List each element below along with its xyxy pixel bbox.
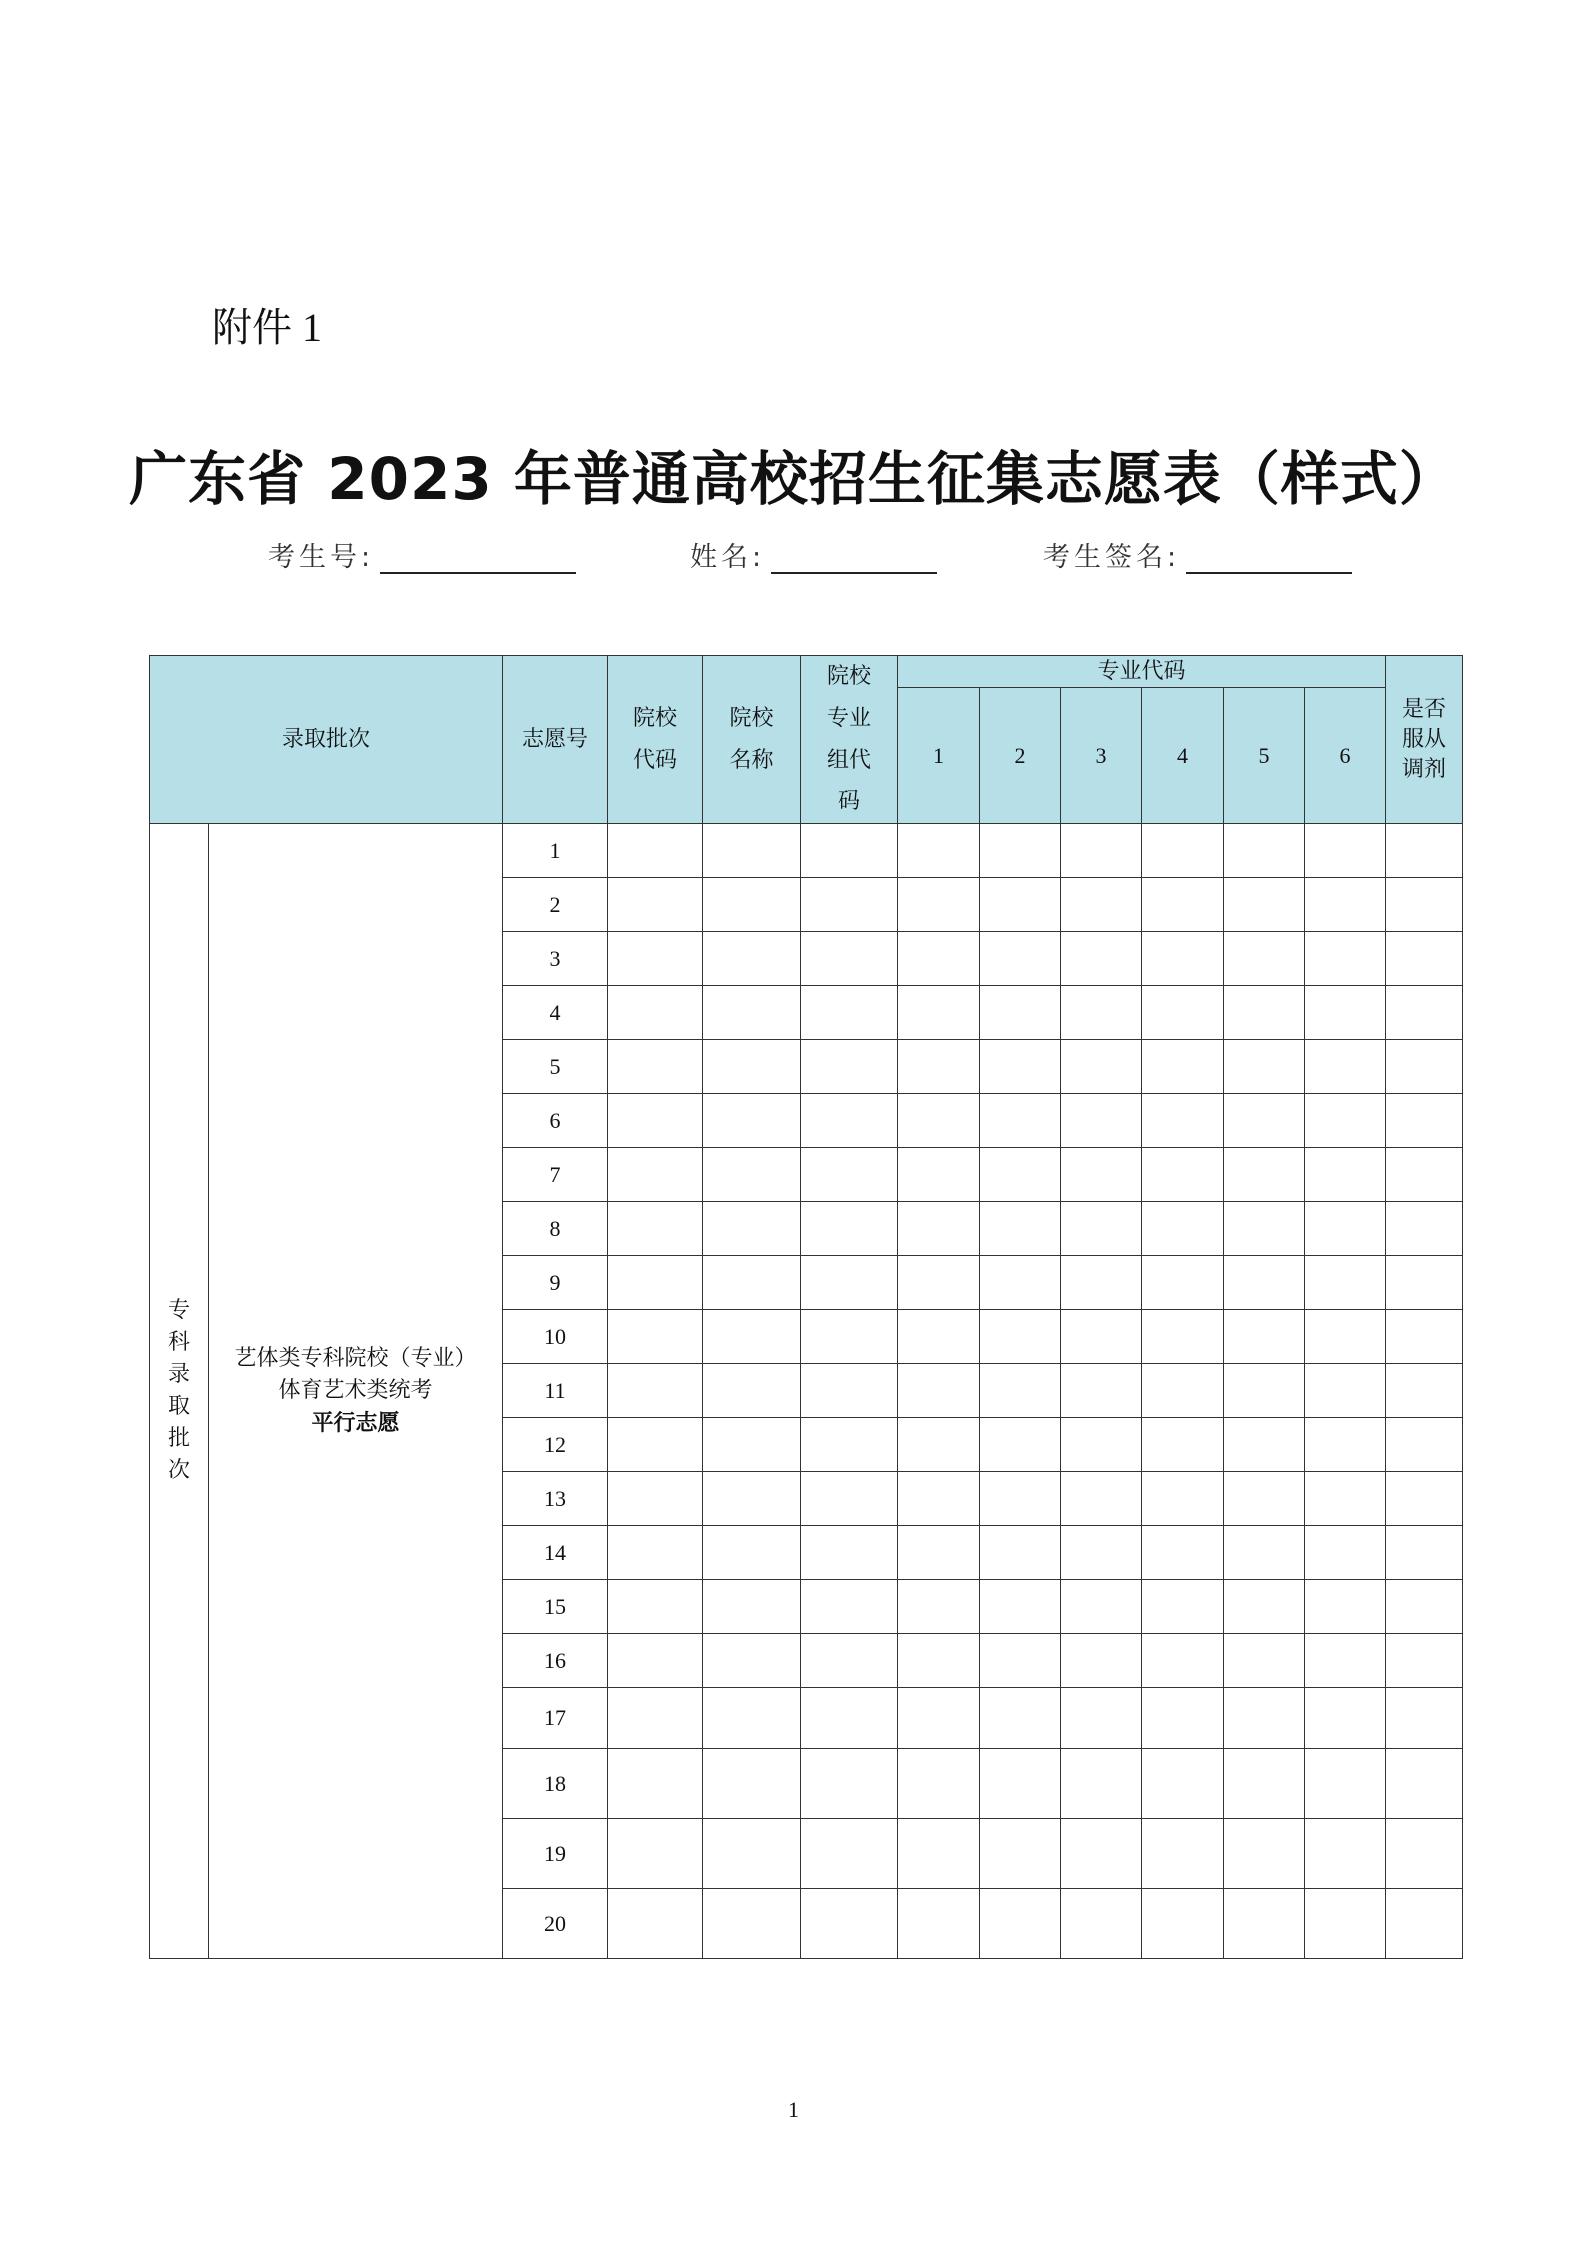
major-code-4-cell[interactable] — [1142, 1580, 1224, 1634]
school-name-cell[interactable] — [703, 986, 801, 1040]
major-code-1-cell[interactable] — [898, 1256, 980, 1310]
header-major-2: 2 — [980, 688, 1061, 824]
school-code-cell[interactable] — [608, 1526, 703, 1580]
wish-number: 10 — [503, 1310, 608, 1364]
major-code-2-cell[interactable] — [980, 1472, 1061, 1526]
group-code-cell[interactable] — [801, 878, 898, 932]
major-code-3-cell[interactable] — [1061, 1364, 1142, 1418]
wish-number: 3 — [503, 932, 608, 986]
header-major-6: 6 — [1305, 688, 1386, 824]
header-group-code-line1: 院校 — [827, 664, 872, 689]
major-code-1-cell[interactable] — [898, 1418, 980, 1472]
major-code-2-cell[interactable] — [980, 1889, 1061, 1959]
adjust-cell[interactable] — [1386, 1472, 1463, 1526]
major-code-1-cell[interactable] — [898, 1040, 980, 1094]
major-code-5-cell[interactable] — [1224, 1364, 1305, 1418]
group-code-cell[interactable] — [801, 1634, 898, 1688]
table-row — [150, 824, 1463, 878]
wish-number: 9 — [503, 1256, 608, 1310]
group-code-cell[interactable] — [801, 986, 898, 1040]
adjust-cell[interactable] — [1386, 1256, 1463, 1310]
major-code-4-cell[interactable] — [1142, 1688, 1224, 1749]
major-code-6-cell[interactable] — [1305, 1148, 1386, 1202]
major-code-2-cell[interactable] — [980, 1202, 1061, 1256]
wish-number: 1 — [503, 824, 608, 878]
major-code-5-cell[interactable] — [1224, 1310, 1305, 1364]
batch-vertical-label — [150, 824, 209, 1959]
adjust-cell[interactable] — [1386, 1364, 1463, 1418]
major-code-5-cell[interactable] — [1224, 1526, 1305, 1580]
wish-number: 4 — [503, 986, 608, 1040]
major-code-1-cell[interactable] — [898, 1688, 980, 1749]
major-code-1-cell[interactable] — [898, 1580, 980, 1634]
major-code-6-cell[interactable] — [1305, 1310, 1386, 1364]
major-code-5-cell[interactable] — [1224, 824, 1305, 878]
batch-desc-line1: 艺体类专科院校（专业） — [234, 1346, 477, 1372]
page-title: 广东省 2023 年普通高校招生征集志愿表（样式） — [129, 445, 1458, 513]
wish-number: 13 — [503, 1472, 608, 1526]
major-code-2-cell[interactable] — [980, 932, 1061, 986]
major-code-6-cell[interactable] — [1305, 1364, 1386, 1418]
school-code-cell[interactable] — [608, 824, 703, 878]
major-code-6-cell[interactable] — [1305, 1526, 1386, 1580]
header-school-name-line1: 院校 — [729, 705, 774, 731]
major-code-3-cell[interactable] — [1061, 1418, 1142, 1472]
group-code-cell[interactable] — [801, 1688, 898, 1749]
major-code-2-cell[interactable] — [980, 1364, 1061, 1418]
major-code-4-cell[interactable] — [1142, 1094, 1224, 1148]
major-code-4-cell[interactable] — [1142, 1310, 1224, 1364]
wish-number: 20 — [503, 1889, 608, 1959]
wish-number: 19 — [503, 1819, 608, 1889]
major-code-1-cell[interactable] — [898, 1819, 980, 1889]
major-code-1-cell[interactable] — [898, 986, 980, 1040]
major-code-4-cell[interactable] — [1142, 824, 1224, 878]
major-code-3-cell[interactable] — [1061, 824, 1142, 878]
batch-vertical-char: 科 — [167, 1330, 190, 1356]
major-code-5-cell[interactable] — [1224, 932, 1305, 986]
header-wish-no: 志愿号 — [503, 656, 608, 824]
major-code-3-cell[interactable] — [1061, 1040, 1142, 1094]
major-code-1-cell[interactable] — [898, 1094, 980, 1148]
major-code-4-cell[interactable] — [1142, 1749, 1224, 1819]
adjust-cell[interactable] — [1386, 1094, 1463, 1148]
major-code-6-cell[interactable] — [1305, 1418, 1386, 1472]
header-major-4: 4 — [1142, 688, 1224, 824]
major-code-5-cell[interactable] — [1224, 1148, 1305, 1202]
major-code-5-cell[interactable] — [1224, 1688, 1305, 1749]
group-code-cell[interactable] — [801, 1364, 898, 1418]
adjust-cell[interactable] — [1386, 986, 1463, 1040]
adjust-cell[interactable] — [1386, 1688, 1463, 1749]
header-school-name-line2: 名称 — [729, 747, 774, 773]
major-code-1-cell[interactable] — [898, 1526, 980, 1580]
header-school-name — [703, 656, 801, 824]
major-code-6-cell[interactable] — [1305, 986, 1386, 1040]
major-code-1-cell[interactable] — [898, 932, 980, 986]
major-code-5-cell[interactable] — [1224, 986, 1305, 1040]
wish-number: 18 — [503, 1749, 608, 1819]
major-code-1-cell[interactable] — [898, 1889, 980, 1959]
major-code-2-cell[interactable] — [980, 1310, 1061, 1364]
major-code-3-cell[interactable] — [1061, 1256, 1142, 1310]
major-code-4-cell[interactable] — [1142, 1418, 1224, 1472]
major-code-5-cell[interactable] — [1224, 878, 1305, 932]
group-code-cell[interactable] — [801, 1418, 898, 1472]
major-code-4-cell[interactable] — [1142, 1526, 1224, 1580]
wish-number: 17 — [503, 1688, 608, 1749]
header-adjust — [1386, 656, 1463, 824]
school-code-cell[interactable] — [608, 1472, 703, 1526]
major-code-2-cell[interactable] — [980, 878, 1061, 932]
major-code-2-cell[interactable] — [980, 1580, 1061, 1634]
major-code-1-cell[interactable] — [898, 1310, 980, 1364]
major-code-6-cell[interactable] — [1305, 1889, 1386, 1959]
header-adjust-line1: 是否 — [1402, 696, 1447, 722]
major-code-5-cell[interactable] — [1224, 1202, 1305, 1256]
major-code-5-cell[interactable] — [1224, 1472, 1305, 1526]
exam-no-label: 考生号: — [268, 542, 375, 573]
major-code-6-cell[interactable] — [1305, 1256, 1386, 1310]
major-code-2-cell[interactable] — [980, 1040, 1061, 1094]
major-code-4-cell[interactable] — [1142, 932, 1224, 986]
school-name-cell[interactable] — [703, 1749, 801, 1819]
attachment-text: 附件 — [212, 305, 292, 351]
adjust-cell[interactable] — [1386, 878, 1463, 932]
major-code-6-cell[interactable] — [1305, 878, 1386, 932]
batch-vertical-char: 专 — [167, 1298, 190, 1324]
school-code-cell[interactable] — [608, 1749, 703, 1819]
header-adjust-line2: 服从 — [1402, 726, 1447, 752]
school-code-cell[interactable] — [608, 1040, 703, 1094]
batch-vertical-char: 取 — [167, 1394, 190, 1420]
major-code-2-cell[interactable] — [980, 1418, 1061, 1472]
exam-no-field — [268, 535, 576, 574]
adjust-cell[interactable] — [1386, 932, 1463, 986]
batch-vertical-char: 批 — [167, 1426, 190, 1452]
school-name-cell[interactable] — [703, 932, 801, 986]
major-code-6-cell[interactable] — [1305, 1094, 1386, 1148]
school-code-cell[interactable] — [608, 1202, 703, 1256]
wish-number: 8 — [503, 1202, 608, 1256]
major-code-3-cell[interactable] — [1061, 1148, 1142, 1202]
batch-vertical-char: 次 — [167, 1458, 190, 1484]
school-name-cell[interactable] — [703, 1688, 801, 1749]
school-code-cell[interactable] — [608, 1310, 703, 1364]
major-code-3-cell[interactable] — [1061, 878, 1142, 932]
major-code-3-cell[interactable] — [1061, 1094, 1142, 1148]
wish-number: 11 — [503, 1364, 608, 1418]
adjust-cell[interactable] — [1386, 1526, 1463, 1580]
page-number: 1 — [788, 2097, 799, 2122]
header-group-code-line4: 码 — [838, 789, 861, 815]
group-code-cell[interactable] — [801, 1749, 898, 1819]
major-code-1-cell[interactable] — [898, 1749, 980, 1819]
header-row-1 — [150, 656, 1463, 688]
group-code-cell[interactable] — [801, 1526, 898, 1580]
school-code-cell[interactable] — [608, 1364, 703, 1418]
header-school-code-line2: 代码 — [633, 747, 678, 773]
major-code-1-cell[interactable] — [898, 824, 980, 878]
name-label: 姓名: — [690, 542, 766, 573]
wish-number: 14 — [503, 1526, 608, 1580]
wish-number: 7 — [503, 1148, 608, 1202]
school-code-cell[interactable] — [608, 1580, 703, 1634]
adjust-cell[interactable] — [1386, 1202, 1463, 1256]
major-code-6-cell[interactable] — [1305, 1634, 1386, 1688]
attachment-label — [212, 296, 322, 353]
header-school-code — [608, 656, 703, 824]
major-code-2-cell[interactable] — [980, 1749, 1061, 1819]
school-code-cell[interactable] — [608, 1688, 703, 1749]
wish-number: 5 — [503, 1040, 608, 1094]
school-name-cell[interactable] — [703, 1580, 801, 1634]
major-code-6-cell[interactable] — [1305, 1472, 1386, 1526]
school-name-cell[interactable] — [703, 1256, 801, 1310]
major-code-4-cell[interactable] — [1142, 1364, 1224, 1418]
adjust-cell[interactable] — [1386, 1580, 1463, 1634]
major-code-2-cell[interactable] — [980, 824, 1061, 878]
school-code-cell[interactable] — [608, 986, 703, 1040]
group-code-cell[interactable] — [801, 1310, 898, 1364]
major-code-6-cell[interactable] — [1305, 1749, 1386, 1819]
school-name-cell[interactable] — [703, 1148, 801, 1202]
name-input-line[interactable] — [771, 544, 937, 574]
major-code-3-cell[interactable] — [1061, 1749, 1142, 1819]
school-code-cell[interactable] — [608, 932, 703, 986]
major-code-3-cell[interactable] — [1061, 1819, 1142, 1889]
major-code-5-cell[interactable] — [1224, 1819, 1305, 1889]
group-code-cell[interactable] — [801, 1202, 898, 1256]
school-name-cell[interactable] — [703, 1202, 801, 1256]
adjust-cell[interactable] — [1386, 1749, 1463, 1819]
header-major-code: 专业代码 — [898, 656, 1386, 688]
wish-number: 6 — [503, 1094, 608, 1148]
major-code-3-cell[interactable] — [1061, 1472, 1142, 1526]
batch-desc-line2: 体育艺术类统考 — [278, 1378, 433, 1404]
school-code-cell[interactable] — [608, 1889, 703, 1959]
major-code-1-cell[interactable] — [898, 1148, 980, 1202]
major-code-1-cell[interactable] — [898, 878, 980, 932]
major-code-5-cell[interactable] — [1224, 1256, 1305, 1310]
school-code-cell[interactable] — [608, 1148, 703, 1202]
signature-label: 考生签名: — [1043, 542, 1181, 573]
major-code-4-cell[interactable] — [1142, 1634, 1224, 1688]
major-code-3-cell[interactable] — [1061, 1526, 1142, 1580]
school-code-cell[interactable] — [608, 1256, 703, 1310]
wish-number: 15 — [503, 1580, 608, 1634]
major-code-6-cell[interactable] — [1305, 1202, 1386, 1256]
header-major-5: 5 — [1224, 688, 1305, 824]
major-code-3-cell[interactable] — [1061, 1202, 1142, 1256]
major-code-4-cell[interactable] — [1142, 1040, 1224, 1094]
school-name-cell[interactable] — [703, 1889, 801, 1959]
group-code-cell[interactable] — [801, 1580, 898, 1634]
major-code-3-cell[interactable] — [1061, 986, 1142, 1040]
major-code-2-cell[interactable] — [980, 1526, 1061, 1580]
batch-vertical-char: 录 — [167, 1362, 190, 1388]
major-code-4-cell[interactable] — [1142, 1256, 1224, 1310]
school-name-cell[interactable] — [703, 1310, 801, 1364]
group-code-cell[interactable] — [801, 1256, 898, 1310]
school-code-cell[interactable] — [608, 878, 703, 932]
school-name-cell[interactable] — [703, 1094, 801, 1148]
group-code-cell[interactable] — [801, 1040, 898, 1094]
header-major-1: 1 — [898, 688, 980, 824]
major-code-2-cell[interactable] — [980, 1819, 1061, 1889]
school-name-cell[interactable] — [703, 878, 801, 932]
major-code-6-cell[interactable] — [1305, 824, 1386, 878]
exam-no-input-line[interactable] — [380, 544, 576, 574]
wish-number: 2 — [503, 878, 608, 932]
adjust-cell[interactable] — [1386, 1819, 1463, 1889]
school-code-cell[interactable] — [608, 1418, 703, 1472]
major-code-3-cell[interactable] — [1061, 932, 1142, 986]
application-form-table — [149, 655, 1463, 1959]
major-code-6-cell[interactable] — [1305, 1580, 1386, 1634]
major-code-2-cell[interactable] — [980, 1148, 1061, 1202]
group-code-cell[interactable] — [801, 1148, 898, 1202]
header-group-code-line2: 专业 — [827, 705, 872, 731]
major-code-2-cell[interactable] — [980, 1256, 1061, 1310]
adjust-cell[interactable] — [1386, 1634, 1463, 1688]
school-code-cell[interactable] — [608, 1819, 703, 1889]
adjust-cell[interactable] — [1386, 824, 1463, 878]
school-name-cell[interactable] — [703, 824, 801, 878]
group-code-cell[interactable] — [801, 932, 898, 986]
major-code-4-cell[interactable] — [1142, 986, 1224, 1040]
school-code-cell[interactable] — [608, 1634, 703, 1688]
signature-field — [1043, 535, 1352, 574]
header-adjust-line3: 调剂 — [1402, 756, 1447, 782]
school-name-cell[interactable] — [703, 1819, 801, 1889]
header-major-3: 3 — [1061, 688, 1142, 824]
group-code-cell[interactable] — [801, 824, 898, 878]
school-name-cell[interactable] — [703, 1418, 801, 1472]
major-code-5-cell[interactable] — [1224, 1889, 1305, 1959]
school-name-cell[interactable] — [703, 1364, 801, 1418]
batch-desc-line3: 平行志愿 — [311, 1410, 400, 1437]
adjust-cell[interactable] — [1386, 1889, 1463, 1959]
major-code-3-cell[interactable] — [1061, 1688, 1142, 1749]
group-code-cell[interactable] — [801, 1472, 898, 1526]
adjust-cell[interactable] — [1386, 1040, 1463, 1094]
school-name-cell[interactable] — [703, 1526, 801, 1580]
major-code-2-cell[interactable] — [980, 1688, 1061, 1749]
major-code-6-cell[interactable] — [1305, 1819, 1386, 1889]
wish-number: 16 — [503, 1634, 608, 1688]
adjust-cell[interactable] — [1386, 1310, 1463, 1364]
school-name-cell[interactable] — [703, 1472, 801, 1526]
major-code-1-cell[interactable] — [898, 1472, 980, 1526]
major-code-6-cell[interactable] — [1305, 1688, 1386, 1749]
major-code-1-cell[interactable] — [898, 1202, 980, 1256]
major-code-5-cell[interactable] — [1224, 1634, 1305, 1688]
major-code-4-cell[interactable] — [1142, 1148, 1224, 1202]
major-code-4-cell[interactable] — [1142, 1819, 1224, 1889]
header-group-code-line3: 组代 — [827, 747, 872, 773]
major-code-5-cell[interactable] — [1224, 1094, 1305, 1148]
header-group-code — [801, 656, 898, 824]
group-code-cell[interactable] — [801, 1094, 898, 1148]
major-code-1-cell[interactable] — [898, 1364, 980, 1418]
major-code-5-cell[interactable] — [1224, 1749, 1305, 1819]
major-code-5-cell[interactable] — [1224, 1040, 1305, 1094]
major-code-4-cell[interactable] — [1142, 1202, 1224, 1256]
header-batch: 录取批次 — [150, 656, 503, 824]
wish-number: 12 — [503, 1418, 608, 1472]
major-code-2-cell[interactable] — [980, 1634, 1061, 1688]
header-school-code-line1: 院校 — [633, 705, 678, 731]
group-code-cell[interactable] — [801, 1889, 898, 1959]
major-code-3-cell[interactable] — [1061, 1580, 1142, 1634]
major-code-6-cell[interactable] — [1305, 1040, 1386, 1094]
school-name-cell[interactable] — [703, 1634, 801, 1688]
major-code-4-cell[interactable] — [1142, 1472, 1224, 1526]
major-code-3-cell[interactable] — [1061, 1889, 1142, 1959]
major-code-2-cell[interactable] — [980, 1094, 1061, 1148]
signature-input-line[interactable] — [1186, 544, 1352, 574]
major-code-3-cell[interactable] — [1061, 1634, 1142, 1688]
adjust-cell[interactable] — [1386, 1418, 1463, 1472]
major-code-2-cell[interactable] — [980, 986, 1061, 1040]
school-name-cell[interactable] — [703, 1040, 801, 1094]
major-code-3-cell[interactable] — [1061, 1310, 1142, 1364]
major-code-6-cell[interactable] — [1305, 932, 1386, 986]
major-code-5-cell[interactable] — [1224, 1418, 1305, 1472]
major-code-4-cell[interactable] — [1142, 1889, 1224, 1959]
name-field — [690, 535, 937, 574]
major-code-1-cell[interactable] — [898, 1634, 980, 1688]
major-code-4-cell[interactable] — [1142, 878, 1224, 932]
attachment-number: 1 — [302, 305, 322, 350]
major-code-5-cell[interactable] — [1224, 1580, 1305, 1634]
school-code-cell[interactable] — [608, 1094, 703, 1148]
adjust-cell[interactable] — [1386, 1148, 1463, 1202]
group-code-cell[interactable] — [801, 1819, 898, 1889]
batch-description — [209, 824, 503, 1959]
